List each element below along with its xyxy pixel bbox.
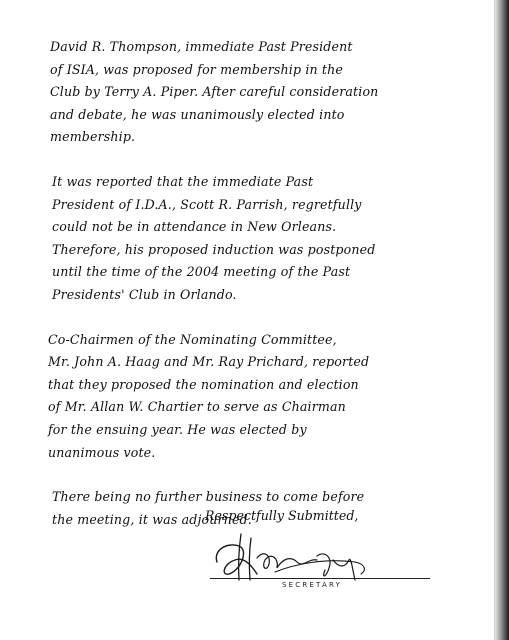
handwritten-signature bbox=[205, 528, 375, 588]
closing-text: Respectfully Submitted, bbox=[205, 508, 359, 523]
signature-line bbox=[210, 578, 430, 579]
book-binding-edge bbox=[495, 0, 509, 640]
paragraph-thompson-membership: David R. Thompson, immediate Past President of ISIA, was proposed for membership in the Club by Terry A. Piper. After careful consideration and debate, he was unanimously elected into membership. bbox=[50, 39, 379, 145]
signature-label: SECRETARY bbox=[282, 581, 343, 589]
paragraph-nominating-committee: Co-Chairmen of the Nominating Committee, Mr. John A. Haag and Mr. Ray Prichard, reported that they proposed the nomination and election of Mr. Allan W. Chartier to serve as Chairman for the ensuing year. He was elected by unanimous vote. bbox=[48, 331, 370, 460]
paragraph-adjournment: There being no further business to come before the meeting, it was adjourned. bbox=[52, 489, 365, 527]
paragraph-parrish-induction: It was reported that the immediate Past President of I.D.A., Scott R. Parrish, regretfully could not be in attendance in New Orleans. Therefore, his proposed induction was postponed until the time of the 2004 meeting of the Past Presidents' Club in Orlando. bbox=[52, 173, 376, 302]
minutes-body bbox=[40, 36, 460, 553]
